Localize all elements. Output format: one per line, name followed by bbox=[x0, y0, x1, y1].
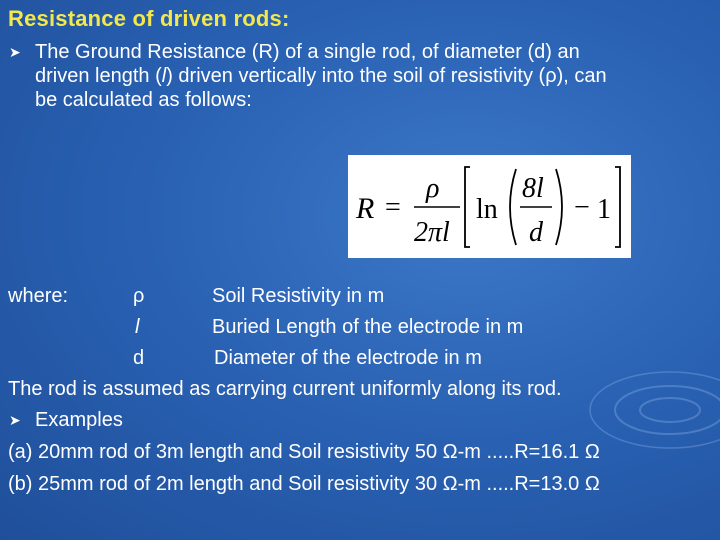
definition-symbol-rho: ρ bbox=[133, 285, 145, 307]
examples-label: Examples bbox=[35, 409, 123, 431]
formula-minus: − bbox=[574, 192, 590, 223]
intro-line-1: The Ground Resistance (R) of a single rod, of diameter (d) an bbox=[35, 41, 580, 63]
formula-equals: = bbox=[385, 192, 401, 223]
examples-bullet-arrow-icon: ➤ bbox=[9, 412, 21, 428]
formula-inner-numerator: 8l bbox=[522, 173, 544, 204]
example-a: (a) 20mm rod of 3m length and Soil resistivity 50 Ω-m .....R=16.1 Ω bbox=[8, 441, 600, 463]
definition-text-l: Buried Length of the electrode in m bbox=[212, 316, 524, 338]
intro-line-3: be calculated as follows: bbox=[35, 89, 252, 111]
definition-text-rho: Soil Resistivity in m bbox=[212, 285, 385, 307]
formula-one: 1 bbox=[597, 194, 611, 225]
intro-line-2: driven length (l) driven vertically into the soil of resistivity (ρ), can bbox=[35, 65, 607, 87]
definition-text-d: Diameter of the electrode in m bbox=[214, 347, 482, 369]
where-label: where: bbox=[8, 285, 69, 307]
slide-title: Resistance of driven rods: bbox=[8, 6, 290, 31]
example-b: (b) 25mm rod of 2m length and Soil resistivity 30 Ω-m .....R=13.0 Ω bbox=[8, 473, 600, 495]
bullet-arrow-icon: ➤ bbox=[9, 44, 21, 60]
formula-ln: ln bbox=[476, 194, 498, 225]
assumption-text: The rod is assumed as carrying current uniformly along its rod. bbox=[8, 378, 562, 400]
intro-paragraph bbox=[35, 40, 720, 112]
formula-denominator: 2πl bbox=[414, 217, 450, 248]
formula-rho: ρ bbox=[426, 173, 440, 204]
definition-symbol-d: d bbox=[133, 347, 145, 369]
formula-graphic bbox=[348, 155, 631, 258]
definition-symbol-l: l bbox=[135, 316, 140, 338]
formula-lhs: R bbox=[356, 192, 375, 225]
water-ripple-decoration bbox=[550, 330, 720, 490]
formula-inner-denominator: d bbox=[529, 217, 543, 248]
resistance-formula bbox=[348, 155, 631, 258]
